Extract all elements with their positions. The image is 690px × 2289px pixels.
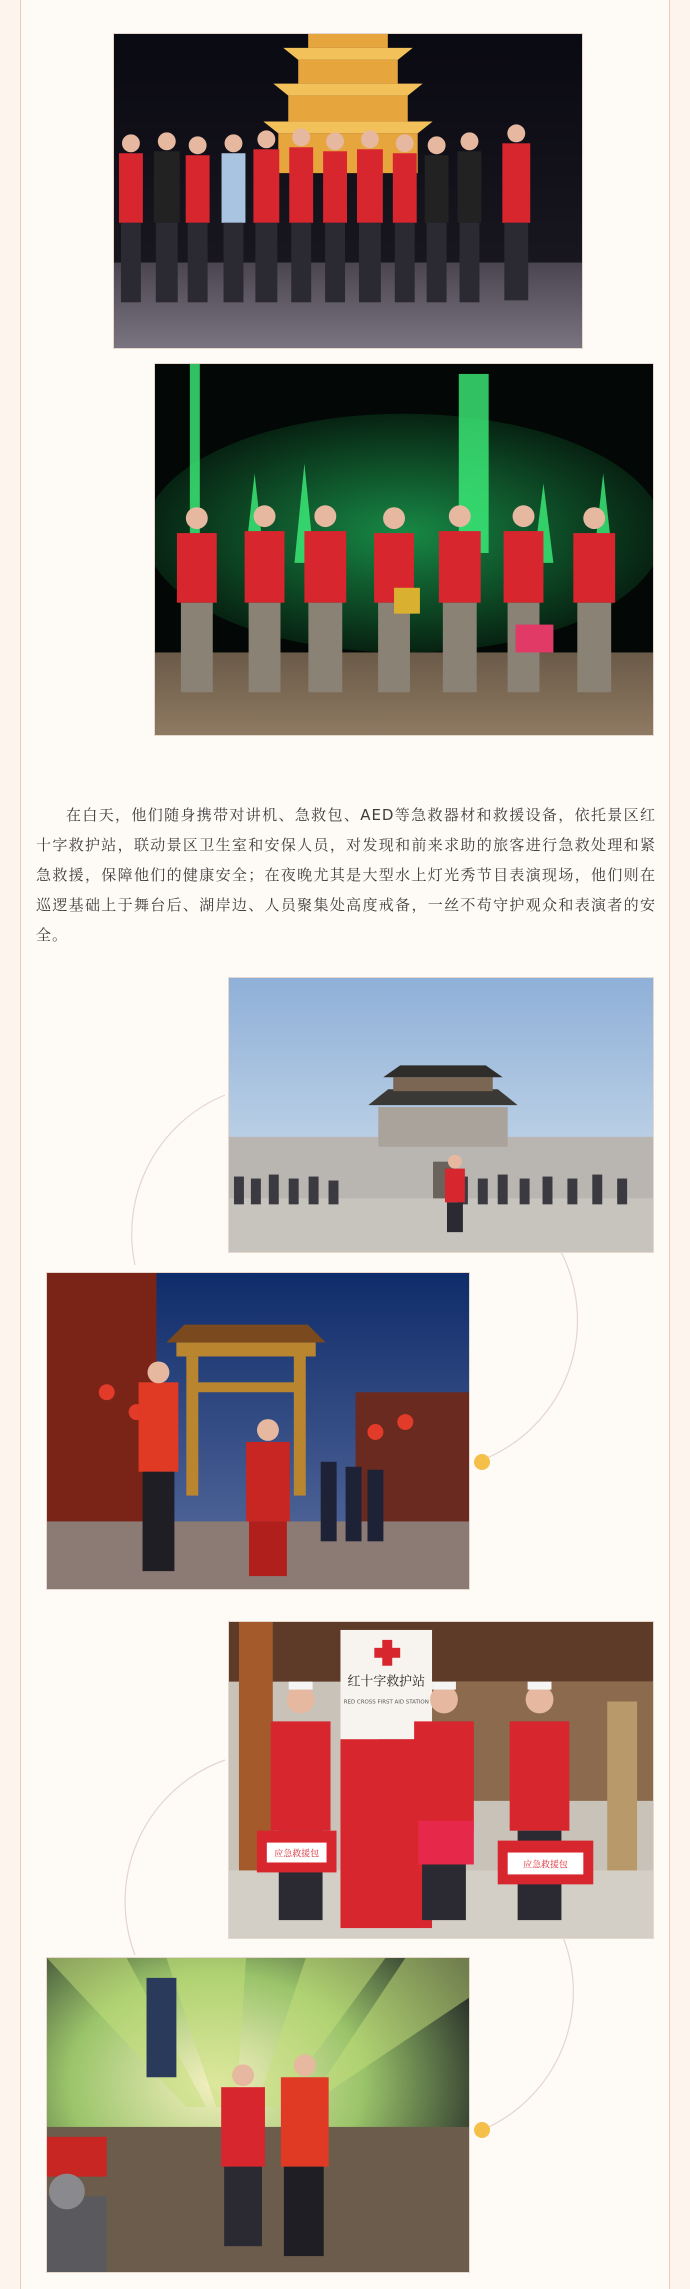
photo-team-fountain-night [154, 363, 654, 736]
kit-label: 应急救援包 [274, 1849, 320, 1860]
station-sign-title: 红十字救护站 [347, 1674, 426, 1690]
photo-first-aid-station [228, 1621, 654, 1939]
photo-team-night-tower [113, 33, 583, 349]
medics [271, 1721, 570, 1830]
photo-light-show [46, 1957, 470, 2273]
bag-label: 应急救援包 [523, 1860, 568, 1871]
station-sign-sub: RED CROSS FIRST AID STATION [343, 1699, 429, 1706]
article-paragraph: 在白天，他们随身携带对讲机、急救包、AED等急救器材和救援设备，依托景区红十字救护站，联动景区卫生室和安保人员，对发现和前来求助的旅客进行急救处理和紧急救援，保障他们的健康安全；在夜晚尤其是大型水上灯光秀节目表演现场，他们则在巡逻基础上于舞台后、湖岸边、人员聚集处高度戒备，一丝不苟守护观众和表演者的安全。 [36, 806, 656, 944]
photo-archway-night [46, 1272, 470, 1590]
photo-city-gate-day [228, 977, 654, 1253]
